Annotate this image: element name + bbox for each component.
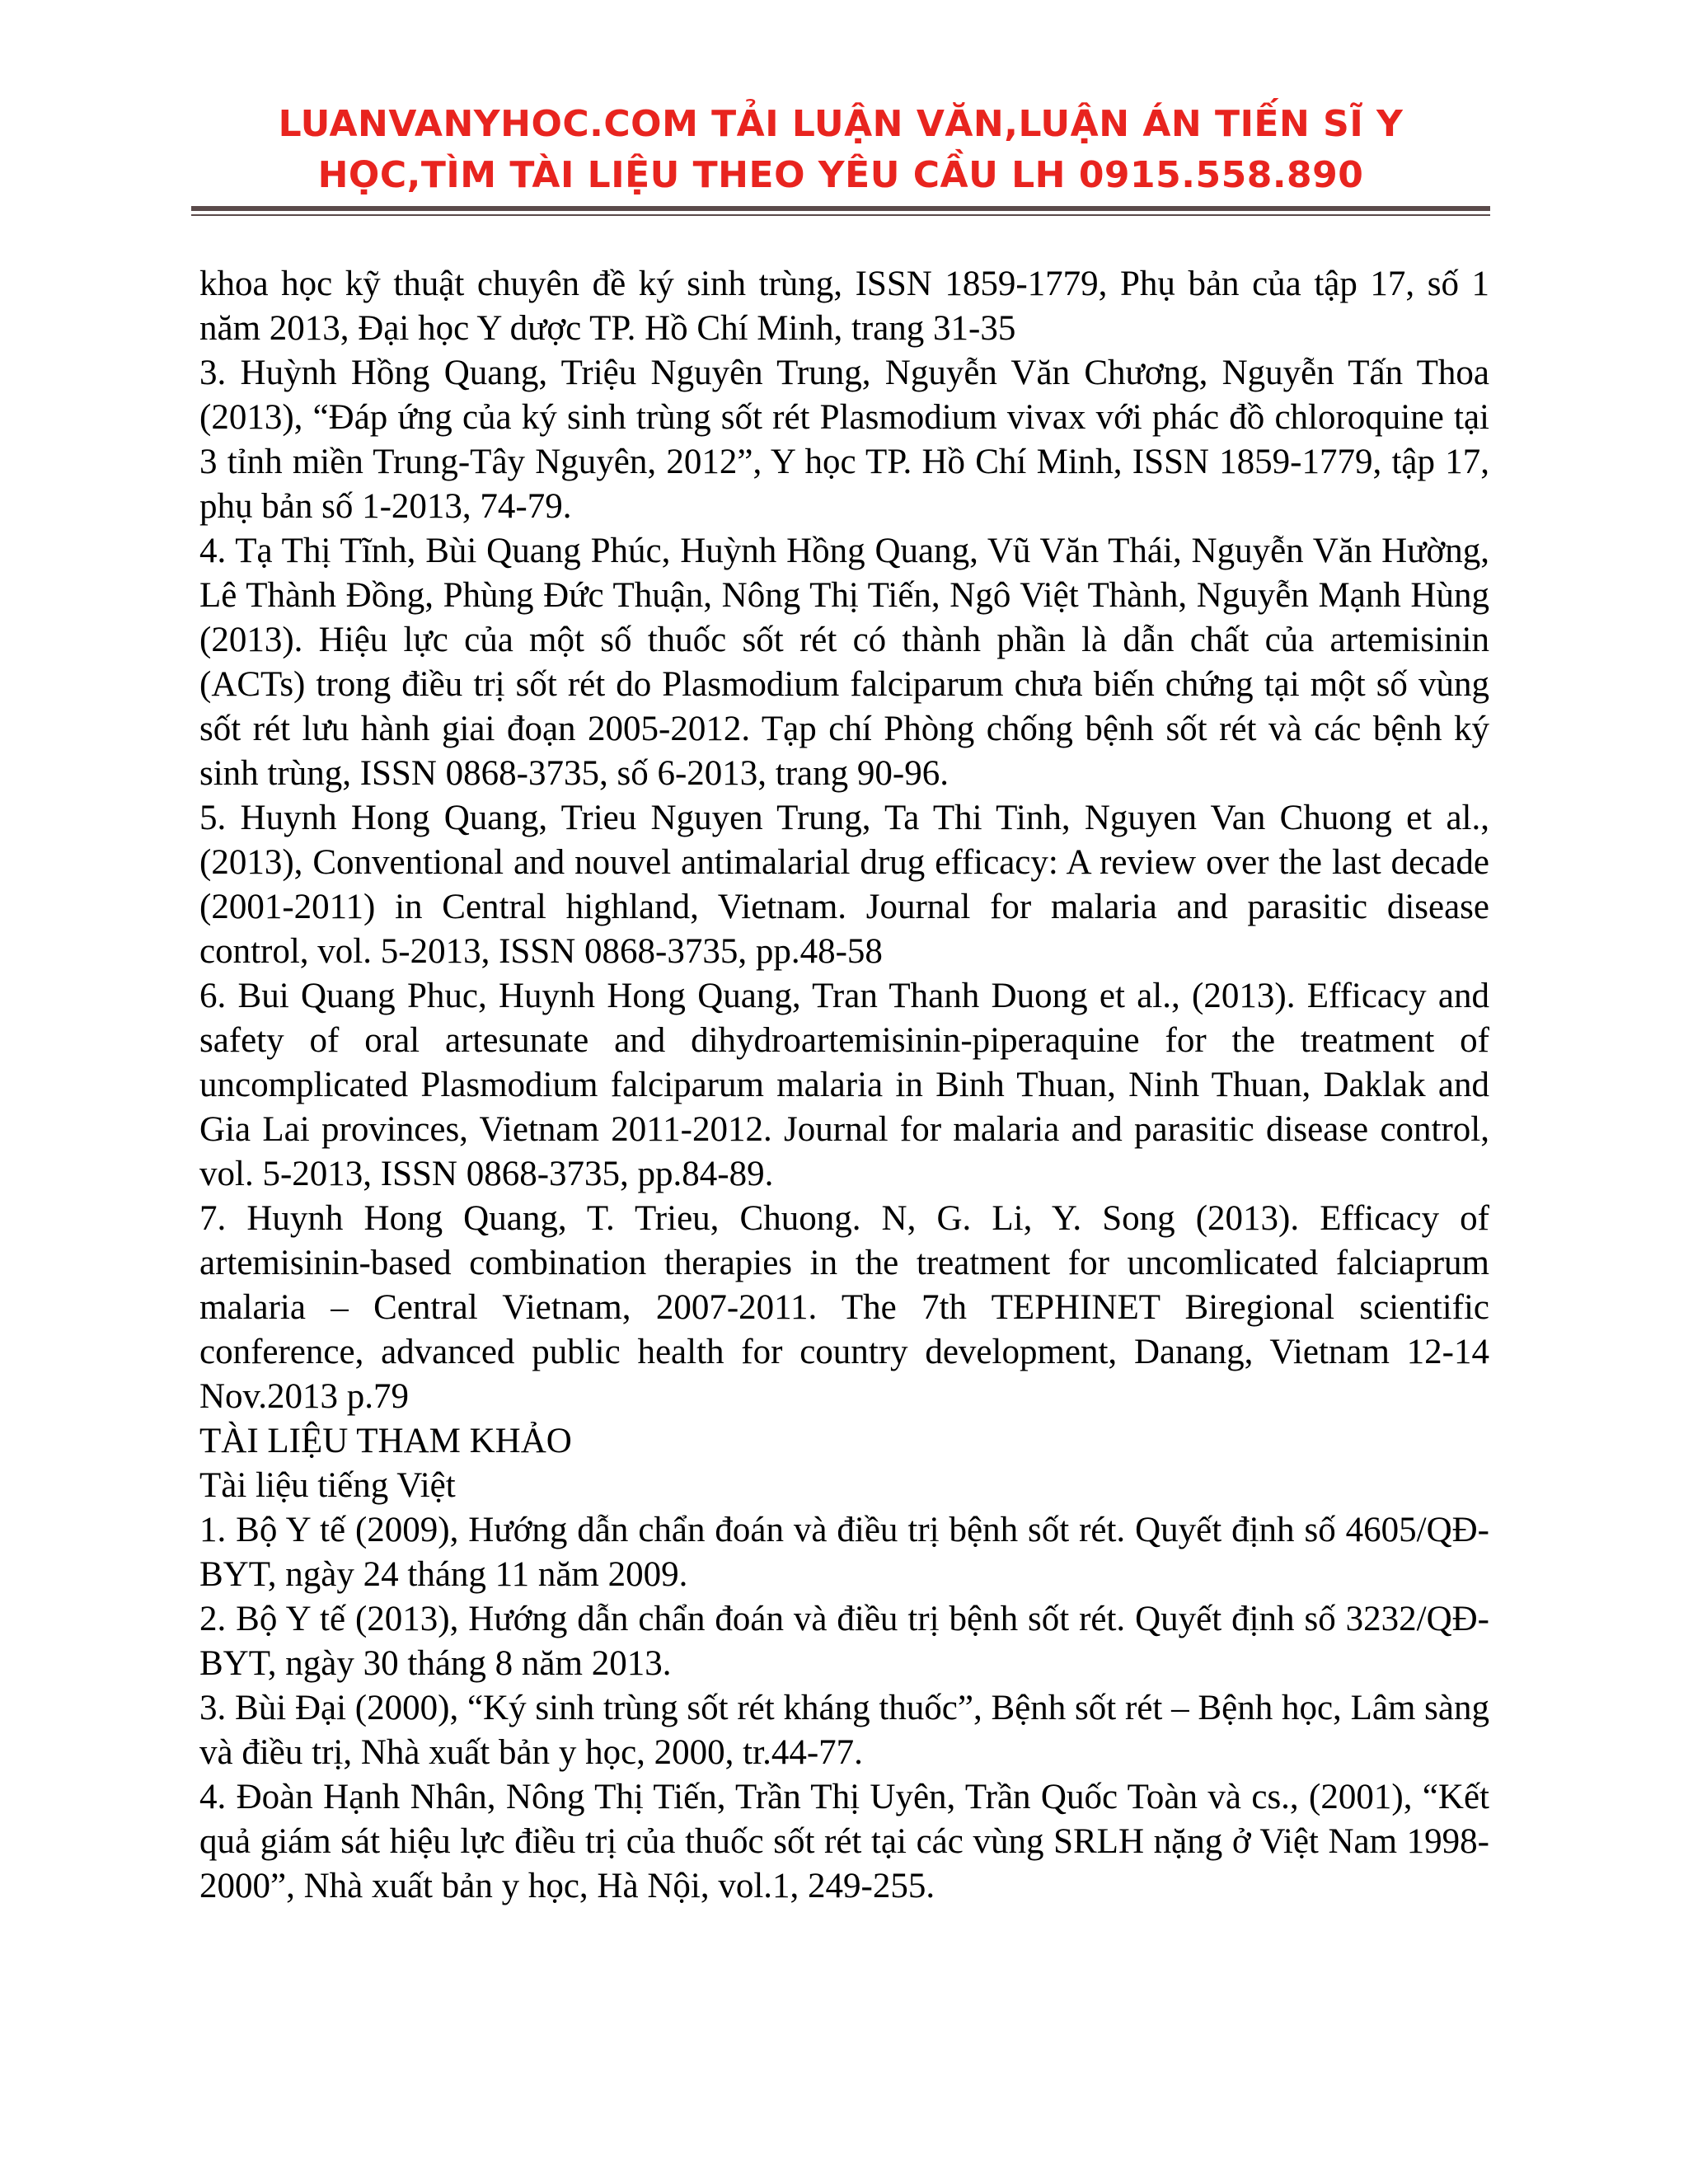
reference-item-4: 4. Tạ Thị Tĩnh, Bùi Quang Phúc, Huỳnh Hồng Quang, Vũ Văn Thái, Nguyễn Văn Hường, Lê Thành Đồng, Phùng Đức Thuận, Nông Thị Tiến, Ngô Việt Thành, Nguyễn Mạnh Hùng (2013). Hiệu lực của một số thuốc sốt rét có thành phần là dẫn chất của artemisinin (ACTs) trong điều trị sốt rét do Plasmodium falciparum chưa biến chứng tại một số vùng sốt rét lưu hành giai đoạn 2005-2012. Tạp chí Phòng chống bệnh sốt rét và các bệnh ký sinh trùng, ISSN 0868-3735, số 6-2013, trang 90-96.: [199, 532, 1489, 793]
subsection-heading: Tài liệu tiếng Việt: [199, 1466, 456, 1505]
bibliography-item-1: 1. Bộ Y tế (2009), Hướng dẫn chẩn đoán và điều trị bệnh sốt rét. Quyết định số 4605/QĐ-BYT, ngày 24 tháng 11 năm 2009.: [199, 1511, 1489, 1594]
bibliography-item-4: 4. Đoàn Hạnh Nhân, Nông Thị Tiến, Trần Thị Uyên, Trần Quốc Toàn và cs., (2001), “Kết quả giám sát hiệu lực điều trị của thuốc sốt rét tại các vùng SRLH nặng ở Việt Nam 1998-2000”, Nhà xuất bản y học, Hà Nội, vol.1, 249-255.: [199, 1778, 1489, 1905]
header-line-2: HỌC,TÌM TÀI LIỆU THEO YÊU CẦU LH 0915.558.890: [317, 154, 1364, 196]
bibliography-item-3: 3. Bùi Đại (2000), “Ký sinh trùng sốt rét kháng thuốc”, Bệnh sốt rét – Bệnh học, Lâm sàng và điều trị, Nhà xuất bản y học, 2000, tr.44-77.: [199, 1689, 1489, 1772]
header-line-1: LUANVANYHOC.COM TẢI LUẬN VĂN,LUẬN ÁN TIẾN SĨ Y: [278, 103, 1404, 145]
section-heading: TÀI LIỆU THAM KHẢO: [199, 1422, 572, 1460]
reference-item-7: 7. Huynh Hong Quang, T. Trieu, Chuong. N, G. Li, Y. Song (2013). Efficacy of artemisinin-based combination therapies in the treatment for uncomlicated falciaprum malaria – Central Vietnam, 2007-2011. The 7th TEPHINET Biregional scientific conference, advanced public health for country development, Danang, Vietnam 12-14 Nov.2013 p.79: [199, 1199, 1489, 1416]
header-divider: [191, 206, 1490, 216]
reference-item-5: 5. Huynh Hong Quang, Trieu Nguyen Trung, Ta Thi Tinh, Nguyen Van Chuong et al., (2013), Conventional and nouvel antimalarial drug efficacy: A review over the last decade (2001-2011) in Central highland, Vietnam. Journal for malaria and parasitic disease control, vol. 5-2013, ISSN 0868-3735, pp.48-58: [199, 799, 1489, 971]
reference-continuation: khoa học kỹ thuật chuyên đề ký sinh trùng, ISSN 1859-1779, Phụ bản của tập 17, số 1 năm 2013, Đại học Y dược TP. Hồ Chí Minh, trang 31-35: [199, 265, 1489, 348]
page-header: [190, 99, 1492, 201]
document-body: [199, 262, 1489, 1909]
bibliography-item-2: 2. Bộ Y tế (2013), Hướng dẫn chẩn đoán và điều trị bệnh sốt rét. Quyết định số 3232/QĐ-BYT, ngày 30 tháng 8 năm 2013.: [199, 1600, 1489, 1683]
reference-item-3: 3. Huỳnh Hồng Quang, Triệu Nguyên Trung, Nguyễn Văn Chương, Nguyễn Tấn Thoa (2013), “Đáp ứng của ký sinh trùng sốt rét Plasmodium vivax với phác đồ chloroquine tại 3 tỉnh miền Trung-Tây Nguyên, 2012”, Y học TP. Hồ Chí Minh, ISSN 1859-1779, tập 17, phụ bản số 1-2013, 74-79.: [199, 354, 1489, 526]
reference-item-6: 6. Bui Quang Phuc, Huynh Hong Quang, Tran Thanh Duong et al., (2013). Efficacy and safety of oral artesunate and dihydroartemisinin-piperaquine for the treatment of uncomplicated Plasmodium falciparum malaria in Binh Thuan, Ninh Thuan, Daklak and Gia Lai provinces, Vietnam 2011-2012. Journal for malaria and parasitic disease control, vol. 5-2013, ISSN 0868-3735, pp.84-89.: [199, 977, 1489, 1193]
